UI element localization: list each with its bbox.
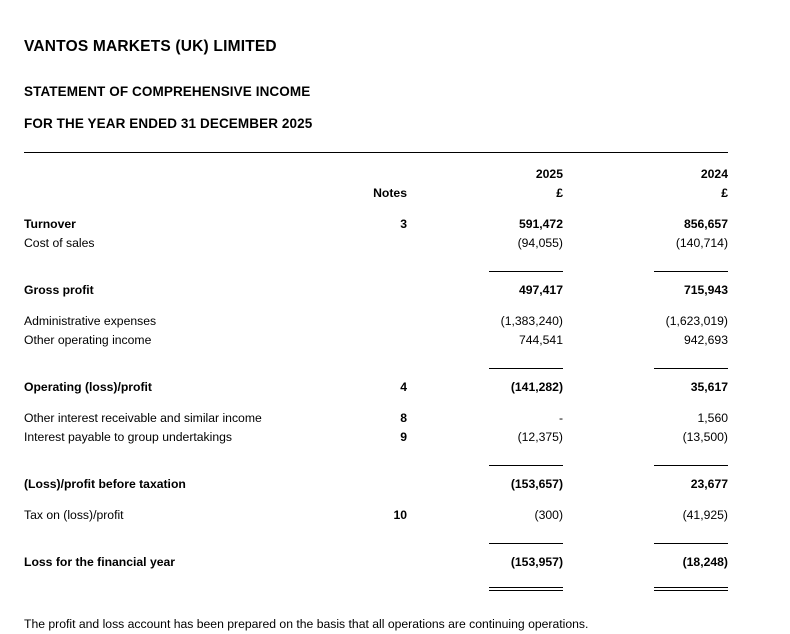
subtotal-rule-2025 (489, 253, 563, 272)
row-note (344, 475, 407, 494)
row-gap (407, 409, 489, 428)
subtotal-rule-row (24, 253, 728, 272)
income-statement-table (24, 153, 728, 591)
row-value-2025: (300) (534, 507, 563, 522)
row-value-2025: (12,375) (517, 429, 563, 444)
row-label: Turnover (24, 216, 76, 231)
row-value-2024: 1,560 (697, 410, 728, 425)
header-blank-2 (24, 184, 344, 203)
row-gap (563, 281, 654, 300)
spacer-row (24, 494, 728, 506)
row-value-2024: 715,943 (683, 282, 728, 297)
row-note: 8 (400, 410, 407, 425)
row-value-2025: 591,472 (518, 216, 563, 231)
period-title: FOR THE YEAR ENDED 31 DECEMBER 2025 (24, 115, 313, 131)
row-note (344, 331, 407, 350)
row-gap (563, 378, 654, 397)
row-gap (563, 475, 654, 494)
total-double-rule-2024 (654, 572, 728, 591)
subtotal-rule-2025 (489, 525, 563, 544)
table-header-currency (24, 184, 728, 203)
row-gap (407, 331, 489, 350)
column-header-currency-2025: £ (556, 185, 563, 200)
table-row (24, 215, 728, 234)
spacer-row (24, 466, 728, 475)
row-label: Loss for the financial year (24, 554, 176, 569)
subtotal-rule-2025 (489, 447, 563, 466)
subtotal-rule-2024 (654, 350, 728, 369)
column-header-currency-2024: £ (721, 185, 728, 200)
header-gap3 (407, 184, 489, 203)
header-notes-blank (344, 165, 407, 184)
row-note (344, 312, 407, 331)
subtotal-rule-row (24, 447, 728, 466)
row-label: Other operating income (24, 332, 152, 347)
row-value-2024: (41,925) (682, 507, 728, 522)
table-header-years (24, 165, 728, 184)
row-value-2025: (153,657) (510, 476, 563, 491)
row-gap (407, 475, 489, 494)
row-value-2024: (18,248) (682, 554, 728, 569)
spacer-row (24, 369, 728, 378)
row-gap (563, 428, 654, 447)
row-gap (563, 234, 654, 253)
table-row (24, 378, 728, 397)
row-value-2024: 35,617 (690, 379, 728, 394)
row-value-2024: 942,693 (683, 332, 728, 347)
row-value-2024: (140,714) (675, 235, 728, 250)
header-gap1 (407, 165, 489, 184)
row-value-2025: (153,957) (510, 554, 563, 569)
row-gap (407, 234, 489, 253)
table-row (24, 506, 728, 525)
company-name: VANTOS MARKETS (UK) LIMITED (24, 38, 277, 55)
table-row (24, 409, 728, 428)
row-value-2024: 23,677 (690, 476, 728, 491)
spacer-row (24, 153, 728, 165)
row-note: 3 (400, 216, 407, 231)
row-gap (407, 428, 489, 447)
row-label: Other interest receivable and similar income (24, 410, 262, 425)
spacer-row (24, 397, 728, 409)
row-value-2025: (1,383,240) (500, 313, 563, 328)
row-label: (Loss)/profit before taxation (24, 476, 186, 491)
row-label: Interest payable to group undertakings (24, 429, 233, 444)
total-double-rule-row (24, 572, 728, 591)
table-row (24, 475, 728, 494)
row-label: Tax on (loss)/profit (24, 507, 124, 522)
table-row (24, 331, 728, 350)
spacer-row (24, 272, 728, 281)
column-header-notes: Notes (373, 185, 407, 200)
row-value-2024: (1,623,019) (665, 313, 728, 328)
row-value-2025: - (558, 410, 563, 425)
header-gap2 (563, 165, 654, 184)
row-gap (407, 506, 489, 525)
row-label: Gross profit (24, 282, 94, 297)
spacer-row (24, 300, 728, 312)
statement-title: STATEMENT OF COMPREHENSIVE INCOME (24, 84, 311, 100)
row-gap (407, 378, 489, 397)
row-label: Operating (loss)/profit (24, 379, 152, 394)
table-row (24, 312, 728, 331)
row-gap (563, 553, 654, 572)
subtotal-rule-2025 (489, 350, 563, 369)
row-gap (407, 312, 489, 331)
row-gap (407, 215, 489, 234)
row-note (344, 234, 407, 253)
row-value-2024: (13,500) (682, 429, 728, 444)
column-header-year-2024: 2024 (700, 166, 728, 181)
subtotal-rule-row (24, 350, 728, 369)
row-gap (563, 312, 654, 331)
row-value-2025: 744,541 (518, 332, 563, 347)
row-gap (407, 281, 489, 300)
row-gap (563, 506, 654, 525)
subtotal-rule-2024 (654, 253, 728, 272)
subtotal-rule-2024 (654, 525, 728, 544)
row-label: Cost of sales (24, 235, 95, 250)
column-header-year-2025: 2025 (535, 166, 563, 181)
row-note: 10 (393, 507, 407, 522)
table-row (24, 281, 728, 300)
row-note (344, 281, 407, 300)
row-gap (563, 409, 654, 428)
row-note (344, 553, 407, 572)
table-row (24, 234, 728, 253)
subtotal-rule-row (24, 525, 728, 544)
row-value-2024: 856,657 (683, 216, 728, 231)
row-label: Administrative expenses (24, 313, 157, 328)
table-row (24, 553, 728, 572)
total-double-rule-2025 (489, 572, 563, 591)
table-row (24, 428, 728, 447)
row-gap (407, 553, 489, 572)
header-blank (24, 165, 344, 184)
row-note: 9 (400, 429, 407, 444)
row-gap (563, 331, 654, 350)
row-value-2025: (94,055) (517, 235, 563, 250)
row-value-2025: (141,282) (510, 379, 563, 394)
row-note: 4 (400, 379, 407, 394)
row-value-2025: 497,417 (518, 282, 563, 297)
footnote: The profit and loss account has been prepared on the basis that all operations are continuing operations. (24, 616, 589, 631)
subtotal-rule-2024 (654, 447, 728, 466)
row-gap (563, 215, 654, 234)
spacer-row (24, 544, 728, 553)
header-gap4 (563, 184, 654, 203)
spacer-row (24, 203, 728, 215)
